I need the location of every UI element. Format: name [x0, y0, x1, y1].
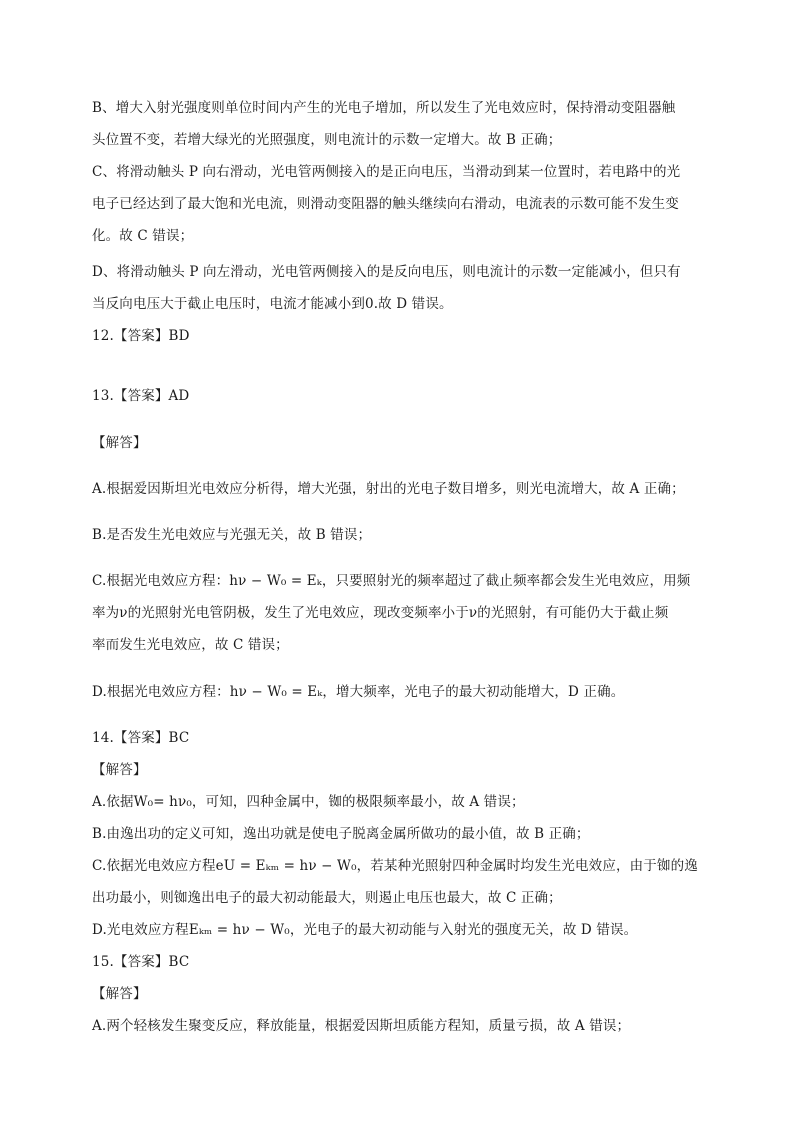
solution-heading-15: 【解答】: [92, 986, 147, 1002]
text-line-26: A.两个轻核发生聚变反应，释放能量，根据爱因斯坦质能方程知，质量亏损，故 A 错误；: [92, 1018, 631, 1034]
text-line-5: 化。故 C 错误；: [92, 228, 194, 244]
text-line-1: B、增大入射光强度则单位时间内产生的光电子增加，所以发生了光电效应时，保持滑动变阻器触: [92, 100, 676, 116]
text-line-11: A.根据爱因斯坦光电效应分析得，增大光强，射出的光电子数目增多，则光电流增大，故 A 正确；: [92, 481, 685, 497]
text-line-19: A.依据W₀= hν₀，可知，四种金属中，铷的极限频率最小，故 A 错误；: [92, 794, 525, 810]
solution-heading-14: 【解答】: [92, 762, 147, 778]
text-line-20: B.由逸出功的定义可知，逸出功就是使电子脱离金属所做功的最小值，故 B 正确；: [92, 826, 590, 842]
solution-heading-13: 【解答】: [92, 435, 147, 451]
text-line-3: C、将滑动触头 P 向右滑动，光电管两侧接入的是正向电压，当滑动到某一位置时，若电路中的光: [92, 164, 681, 180]
text-line-2: 头位置不变，若增大绿光的光照强度，则电流计的示数一定增大。故 B 正确；: [92, 132, 562, 148]
text-line-21: C.依据光电效应方程eU = Eₖₘ = hν − W₀，若某种光照射四种金属时均发生光电效应，由于铷的逸: [92, 858, 698, 874]
answer-15: 15.【答案】BC: [92, 954, 190, 970]
text-line-16: D.根据光电效应方程：hν − W₀ = Eₖ，增大频率，光电子的最大初动能增大，D 正确。: [92, 684, 625, 700]
text-line-7: 当反向电压大于截止电压时，电流才能减小到0.故 D 错误。: [92, 296, 453, 312]
answer-12: 12.【答案】BD: [92, 328, 190, 344]
text-line-15: 率而发生光电效应，故 C 错误；: [92, 637, 289, 653]
text-line-22: 出功最小，则铷逸出电子的最大初动能最大，则遏止电压也最大，故 C 正确；: [92, 890, 562, 906]
text-line-6: D、将滑动触头 P 向左滑动，光电管两侧接入的是反向电压，则电流计的示数一定能减小，但只有: [92, 264, 681, 280]
answer-14: 14.【答案】BC: [92, 730, 190, 746]
text-line-13: C.根据光电效应方程：hν − W₀ = Eₖ，只要照射光的频率超过了截止频率都会发生光电效应，用频: [92, 573, 691, 589]
text-line-12: B.是否发生光电效应与光强无关，故 B 错误；: [92, 527, 372, 543]
text-line-4: 电子已经达到了最大饱和光电流，则滑动变阻器的触头继续向右滑动，电流表的示数可能不发生变: [92, 196, 679, 212]
text-line-14: 率为ν的光照射光电管阴极，发生了光电效应，现改变频率小于ν的光照射，有可能仍大于截止频: [92, 605, 669, 621]
text-line-23: D.光电效应方程Eₖₘ = hν − W₀，光电子的最大初动能与入射光的强度无关，故 D 错误。: [92, 922, 638, 938]
answer-13: 13.【答案】AD: [92, 388, 190, 404]
